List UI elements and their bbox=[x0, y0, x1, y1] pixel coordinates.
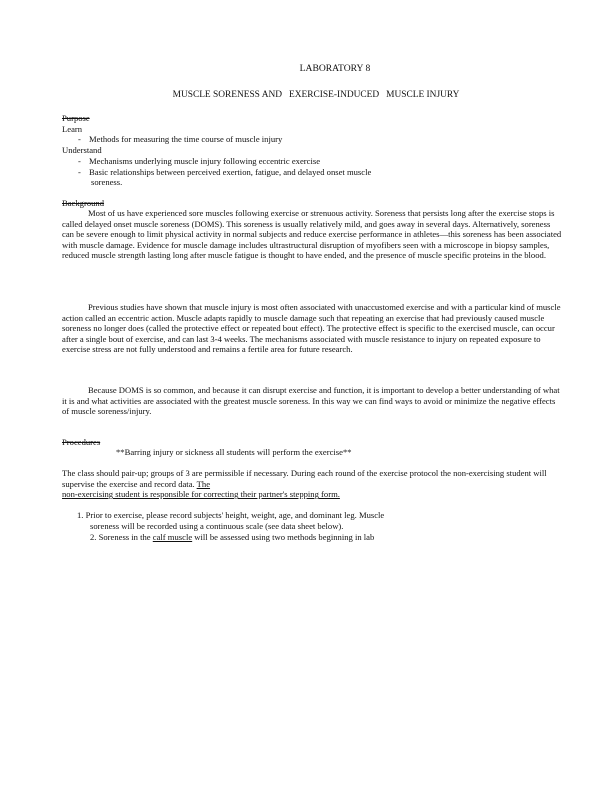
procedure-step-1-line-1: 1. Prior to exercise, please record subjects' height, weight, age, and dominant leg. Muscle bbox=[77, 510, 385, 520]
understand-item-1: Mechanisms underlying muscle injury following eccentric exercise bbox=[89, 156, 321, 166]
understand-item-2-continuation: soreness. bbox=[91, 177, 123, 187]
procedure-step-1-line-2: soreness will be recorded using a continuous scale (see data sheet below). bbox=[90, 521, 344, 531]
intro-underlined: The bbox=[196, 478, 211, 489]
background-paragraph-2 bbox=[62, 302, 562, 355]
step-2-underlined: calf muscle bbox=[152, 532, 193, 542]
purpose-heading: Purpose bbox=[62, 113, 90, 123]
learn-bullet-marker: - bbox=[78, 134, 81, 144]
lab-title: LABORATORY 8 bbox=[299, 63, 371, 74]
procedures-intro bbox=[62, 468, 562, 500]
step-2-prefix: 2. Soreness in the bbox=[90, 532, 153, 542]
understand-label: Understand bbox=[62, 145, 102, 155]
lab-subtitle: MUSCLE SORENESS AND EXERCISE-INDUCED MUSCLE INJURY bbox=[172, 90, 460, 100]
background-heading: Background bbox=[62, 198, 105, 208]
learn-item: Methods for measuring the time course of muscle injury bbox=[89, 134, 283, 144]
background-paragraph-1 bbox=[62, 208, 562, 261]
intro-text: The class should pair-up; groups of 3 are permissible if necessary. During each round of the exercise protocol the non-exercising student will supervise the exercise and record data. bbox=[62, 468, 547, 489]
paragraph-text: Because DOMS is so common, and because it can disrupt exercise and function, it is important to develop a better understanding of what it is and what activities are associated with the greatest muscle soreness. In this way we can find ways to avoid or minimize the negative effects of muscle soreness/injury. bbox=[62, 385, 560, 417]
paragraph-text: Most of us have experienced sore muscles following exercise or strenuous activity. Soreness that persists long after the exercise stops is called delayed onset muscle soreness (DOMS). This soreness is usually relatively mild, and goes away in several days. Alternatively, soreness can be severe enough to limit physical activity in normal subjects and reduce exercise performance in athletes—this soreness has been associated with muscle damage. Evidence for muscle damage includes ultrastructural disruption of myofibers seen with a microscope in biopsy samples, reduced muscle strength lasting long after muscle fatigue is thought to have ended, and the presence of muscle specific proteins in the blood. bbox=[62, 208, 562, 261]
procedures-heading: Procedures bbox=[62, 437, 101, 447]
intro-underlined-2: non-exercising student is responsible for correcting their partner's stepping form. bbox=[62, 489, 340, 500]
paragraph-text: Previous studies have shown that muscle injury is most often associated with unaccustomed exercise and with a particular kind of muscle action called an eccentric action. Muscle adapts rapidly to muscle damage such that repeating an exercise that had previously caused muscle soreness no longer does (called the protective effect or repeated bout effect). The protective effect is specific to the exercised muscle, can occur after a single bout of exercise, and can last 3-4 weeks. The mechanisms associated with muscle resistance to injury on repeated exposure to exercise stress are not fully understood and remains a fertile area for future research. bbox=[62, 302, 561, 355]
background-paragraph-3 bbox=[62, 385, 562, 417]
understand-bullet-marker: - bbox=[78, 167, 81, 177]
procedure-step-2 bbox=[90, 532, 374, 543]
step-2-suffix: will be assessed using two methods beginning in lab bbox=[192, 532, 375, 542]
learn-label: Learn bbox=[62, 124, 83, 134]
understand-bullet-marker: - bbox=[78, 156, 81, 166]
procedures-note: **Barring injury or sickness all students will perform the exercise** bbox=[116, 447, 352, 457]
understand-item-2: Basic relationships between perceived exertion, fatigue, and delayed onset muscle bbox=[89, 167, 372, 177]
